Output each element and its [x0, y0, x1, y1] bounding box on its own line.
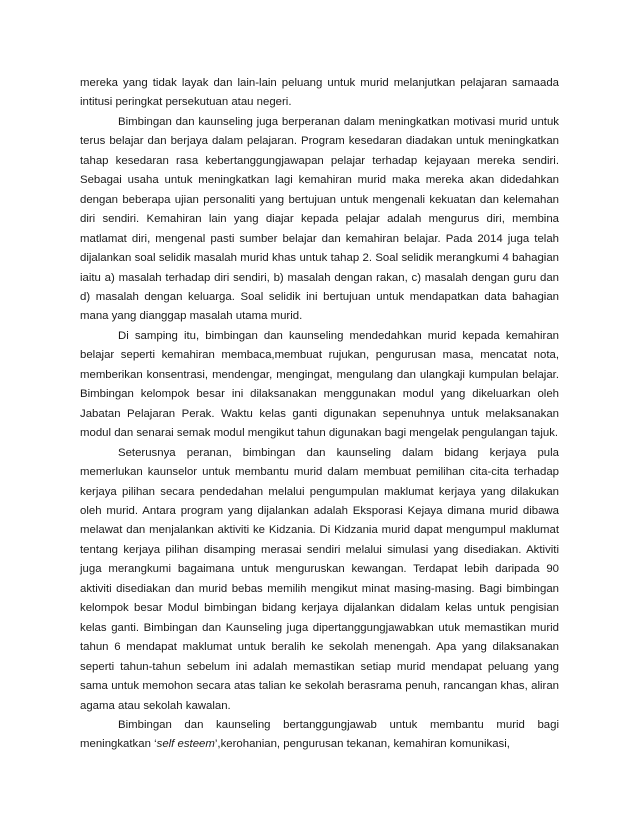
paragraph-motivation: Bimbingan dan kaunseling juga berperanan dalam meningkatkan motivasi murid untuk terus belajar dan berjaya dalam pelajaran. Program kesedaran diadakan untuk meningkatkan tahap kesedaran rasa kebertanggungjawapan pelajar terhadap kejayaan mereka sendiri. Sebagai usaha untuk meningkatkan lagi kemahiran murid maka mereka akan didedahkan dengan beberapa ujian personaliti yang bertujuan untuk mengenali kekuatan dan kelemahan diri sendiri. Kemahiran lain yang diajar kepada pelajar adalah mengurus diri, membina matlamat diri, mengenal pasti sumber belajar dan kemahiran belajar. Pada 2014 juga telah dijalankan soal selidik masalah murid khas untuk tahap 2. Soal selidik merangkumi 4 bahagian iaitu a) masalah terhadap diri sendiri, b) masalah dengan rakan, c) masalah dengan guru dan d) masalah dengan keluarga. Soal selidik ini bertujuan untuk mendapatkan data bahagian mana yang dianggap masalah utama murid. [80, 115, 559, 323]
document-page [80, 74, 559, 755]
paragraph-self-esteem-start: Bimbingan dan kaunseling bertanggungjawab untuk membantu murid bagi meningkatkan ‘ [80, 718, 559, 751]
paragraph-career: Seterusnya peranan, bimbingan dan kaunseling dalam bidang kerjaya pula memerlukan kaunselor untuk membantu murid dalam membuat pemilihan cita-cita terhadap kerjaya pilihan secara pendedahan melalui pengumpulan maklumat kerjaya yang dilakukan oleh murid. Antara program yang dijalankan adalah Eksporasi Kejaya dimana murid dibawa melawat dan menjalankan aktiviti ke Kidzania. Di Kidzania murid dapat mengumpul maklumat tentang kerjaya pilihan disamping merasai sendiri melalui simulasi yang disediakan. Aktiviti juga merangkumi bagaimana untuk menguruskan kewangan. Terdapat lebih daripada 90 aktiviti disediakan dan murid bebas memilih mengikut minat masing-masing. Bagi bimbingan kelompok besar Modul bimbingan bidang kerjaya dijalankan didalam kelas untuk pengisian kelas ganti. Bimbingan dan Kaunseling juga dipertanggungjawabkan utuk memastikan murid tahun 6 mendapat maklumat untuk beralih ke sekolah menengah. Apa yang dilaksanakan seperti tahun-tahun sebelum ini adalah memastikan setiap murid mendapat peluang yang sama untuk memohon secara atas talian ke sekolah berasrama penuh, rancangan khas, aliran agama atau sekolah kawalan. [80, 446, 559, 712]
paragraph-study-skills: Di samping itu, bimbingan dan kaunseling mendedahkan murid kepada kemahiran belajar seperti kemahiran membaca,membuat rujukan, pengurusan masa, mencatat nota, memberikan konsentrasi, mendengar, mengingat, mengulang dan ulangkaji kumpulan belajar. Bimbingan kelompok besar ini dilaksanakan menggunakan modul yang dikeluarkan oleh Jabatan Pelajaran Perak. Waktu kelas ganti digunakan sepenuhnya untuk melaksanakan modul dan senarai semak modul mengikut tahun digunakan bagi mengelak pengulangan tajuk. [80, 329, 559, 440]
self-esteem-term: self esteem [156, 738, 215, 751]
paragraph-self-esteem [80, 716, 559, 755]
paragraph-continuation: mereka yang tidak layak dan lain-lain peluang untuk murid melanjutkan pelajaran samaada intitusi peringkat persekutuan atau negeri. [80, 77, 559, 109]
paragraph-self-esteem-end: ’,kerohanian, pengurusan tekanan, kemahiran komunikasi, [214, 738, 510, 751]
